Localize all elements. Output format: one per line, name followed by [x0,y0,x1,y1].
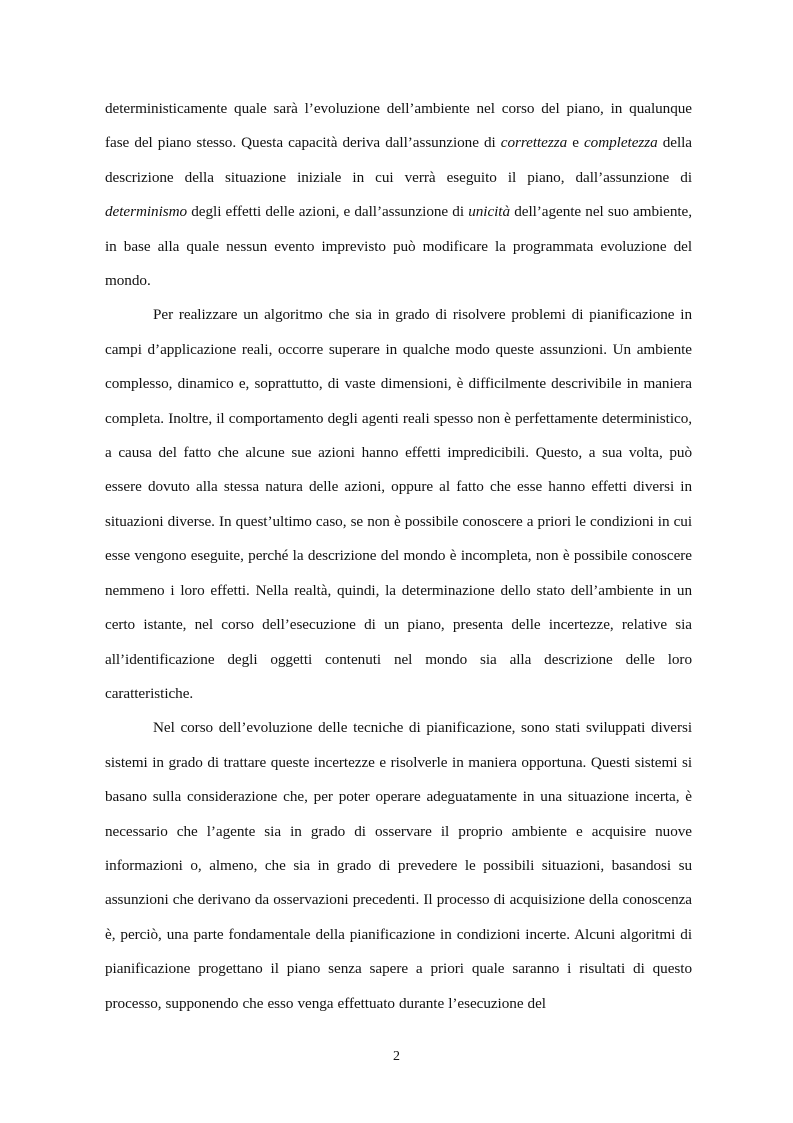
text-run: della descrizione della situazione iniziale in cui verrà eseguito il piano, dall’assunzione di [105,134,693,186]
body-text [105,92,692,1021]
text-run: degli effetti delle azioni, e dall’assunzione di [187,203,469,221]
text-run: deterministicamente quale sarà l’evoluzione dell’ambiente nel corso del piano, in qualunque fase del piano stesso. Questa capacità deriva dall’assunzione di [105,100,692,152]
text-run: Per realizzare un algoritmo che sia in grado di risolvere problemi di pianificazione in campi d’applicazione reali, occorre superare in qualche modo queste assunzioni. Un ambiente complesso, dinamico e, soprattutto, di vaste dimensioni, è difficilmente descrivibile in maniera completa. Inoltre, il comportamento degli agenti reali spesso non è perfettamente deterministico, a causa del fatto che alcune sue azioni hanno effetti impredicibili. Questo, a sua volta, può essere dovuto alla stessa natura delle azioni, oppure al fatto che esse hanno effetti diversi in situazioni diverse. In quest’ultimo caso, se non è possibile conoscere a priori le condizioni in cui esse vengono eseguite, perché la descrizione del mondo è incompleta, non è possibile conoscere nemmeno i loro effetti. Nella realtà, quindi, la determinazione dello stato dell’ambiente in un certo istante, nel corso dell’esecuzione di un piano, presenta delle incertezze, relative sia all’identificazione degli oggetti contenuti nel mondo sia alla descrizione delle loro caratteristiche. [105,306,692,702]
italic-term: determinismo [105,203,188,221]
italic-term: correttezza [500,134,568,152]
italic-term: completezza [583,134,658,152]
page-number: 2 [393,1049,400,1064]
italic-term: unicità [468,203,511,221]
paragraph-2 [105,298,692,711]
text-run: dell’agente nel suo ambiente, in base alla quale nessun evento imprevisto può modificare la programmata evoluzione del mondo. [105,203,692,290]
paragraph-1 [105,92,692,298]
paragraph-3 [105,711,692,1021]
text-run: e [567,134,584,152]
text-run: Nel corso dell’evoluzione delle tecniche di pianificazione, sono stati sviluppati diversi sistemi in grado di trattare queste incertezze e risolverle in maniera opportuna. Questi sistemi si basano sulla considerazione che, per poter operare adeguatamente in una situazione incerta, è necessario che l’agente sia in grado di osservare il proprio ambiente e acquisire nuove informazioni o, almeno, che sia in grado di prevedere le possibili situazioni, basandosi su assunzioni che derivano da osservazioni precedenti. Il processo di acquisizione della conoscenza è, perciò, una parte fondamentale della pianificazione in condizioni incerte. Alcuni algoritmi di pianificazione progettano il piano senza sapere a priori quale saranno i risultati di questo processo, supponendo che esso venga effettuato durante l’esecuzione del [105,719,692,1012]
